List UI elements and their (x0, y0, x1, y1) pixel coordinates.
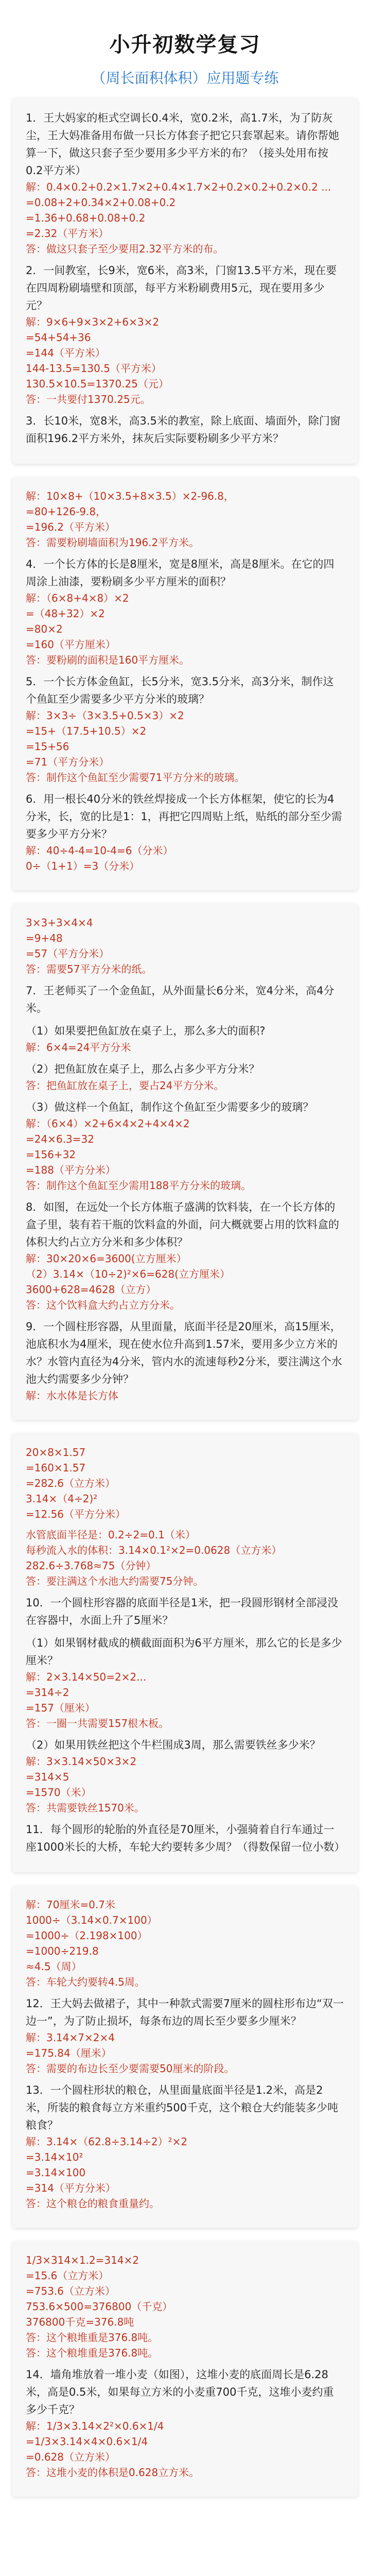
solution-line: =144（平方米） (26, 347, 105, 359)
solution-line: =（48+32）×2 (26, 607, 105, 620)
solution-line: =3.14×10² (26, 2151, 83, 2163)
solution-line: =0.08+2+0.34×2+0.08+0.2 (26, 196, 176, 209)
problem-item (26, 1821, 344, 1856)
solution-line: 282.6÷3.768≈75（分钟） (26, 1560, 156, 1572)
solution-line: 3×3+3×4×4 (26, 917, 93, 929)
solution-line: =80+126-9.8， (26, 505, 107, 518)
solution-line: =0.628（立方米） (26, 2451, 116, 2463)
solution-line: 答：一共要付1370.25元。 (26, 393, 151, 405)
solution-line: =160（平方厘米） (26, 638, 116, 651)
solution-line: 答：制作这个鱼缸至少需要71平方分米的玻璃。 (26, 771, 245, 784)
solution-line: 答：需要的布边长至少要需要50厘米的阶段。 (26, 2062, 235, 2075)
problem-item (26, 1318, 344, 1403)
problem-item (26, 673, 344, 785)
question-text: 2．一间教室，长9米，宽6米，高3米，门窗13.5平方米，现在要在四周粉刷墙壁和顶部，每平方米粉刷费用5元，现在要用多少元？ (26, 264, 337, 312)
question-text: 5．一个长方体金鱼缸，长5分米，宽3.5分米，高3分米，制作这个鱼缸至少需要多少平方分米的玻璃？ (26, 675, 334, 705)
question-text: 3．长10米，宽8米，高3.5米的教室，除上底面、墙面外，除门窗面积196.2平方米外，抹灰后实际要粉刷多少平方米？ (26, 415, 341, 445)
solution-line: 答：共需要铁丝1570米。 (26, 1802, 145, 1814)
problem-item (26, 2081, 344, 2211)
solution-line: 解：70厘米=0.7米 (26, 1899, 116, 1911)
solution-line: =156+32 (26, 1148, 76, 1161)
problem-item (26, 1098, 344, 1193)
solution-line: =2.32（平方米） (26, 227, 109, 240)
solution-line: 解：3.14×7×2×4 (26, 2031, 115, 2044)
solution-line: =160×1.57 (26, 1462, 86, 1474)
solution-line: 答：需要粉刷墙面积为196.2平方米。 (26, 536, 200, 549)
solution-line: =57（平方分米） (26, 947, 110, 960)
problem-card (12, 904, 358, 1420)
solution-line: 答：做这只套子至少要用2.32平方米的布。 (26, 243, 224, 255)
question-text: 9．一个圆柱形容器，从里面量，底面半径是20厘米，高15厘米，池底积水为4厘米，现在使水位升高到1.57米，要用多少立方米的水？水管内直径为4分米，管内水的流速每秒2分米，要注满这个水池大约需要多少分钟？ (26, 1320, 342, 1385)
question-text: （2）把鱼缸放在桌子上，那么占多少平方分米？ (26, 1063, 260, 1075)
header (0, 0, 370, 98)
page-subtitle: （周长面积体积）应用题专练 (91, 70, 279, 87)
solution-line: 144-13.5=130.5（平方米） (26, 362, 162, 375)
problem-item (26, 1736, 344, 1816)
solution-line: =188（平方分米） (26, 1164, 116, 1176)
solution-line: =1/3×3.14×4×0.6×1/4 (26, 2435, 148, 2448)
solution-line: 解：30×20×6=3600(立方厘米） (26, 1252, 187, 1265)
solution-line: =314×5 (26, 1771, 69, 1783)
question-text: （1）如果要把鱼缸放在桌子上，那么多大的面积? (26, 1025, 266, 1037)
solution-line: 解：6×4=24平方分米 (26, 1041, 131, 1054)
problem-item (26, 1897, 344, 1990)
problem-item (26, 555, 344, 668)
solution-line: 376800千克=376.8吨 (26, 2316, 134, 2328)
problem-item (26, 109, 344, 257)
question-text: （1）如果钢材截成的横截面面积为6平方厘米，那么它的长是多少厘米？ (26, 1637, 342, 1667)
solution-line: 水管底面半径是：0.2÷2=0.1（米） (26, 1529, 196, 1541)
solution-line: ≈4.5（周） (26, 1960, 82, 1973)
solution-line: 解：40÷4-4=10-4=6（分米） (26, 844, 173, 857)
solution-line: =1570（米） (26, 1786, 92, 1799)
problem-item (26, 1995, 344, 2076)
problem-item (26, 915, 344, 977)
solution-line: 解：水水体是长方体 (26, 1389, 118, 1402)
solution-line: =12.56（平方分米） (26, 1508, 126, 1520)
card-list (0, 98, 370, 2497)
solution-line: 解：3.14×（62.8÷3.14÷2）²×2 (26, 2136, 188, 2148)
question-text: 12．王大妈去做裙子，其中一种款式需要7厘米的圆柱形布边“双一边一”，为了防止损坏，每条布边的周长至少要多少厘米？ (26, 1997, 344, 2027)
solution-line: 130.5×10.5=1370.25（元） (26, 378, 169, 390)
problem-card (12, 1886, 358, 2228)
solution-line: =196.2（平方米） (26, 521, 116, 533)
question-text: 4．一个长方体的长是8厘米，宽是8厘米，高是8厘米。在它的四周涂上油漆，要粉刷多少平方厘米的面积？ (26, 558, 334, 588)
question-text: 13．一个圆柱形状的粮仓，从里面量底面半径是1.2米，高是2米，所装的粮食每立方米重约500千克，这个粮仓大约能装多少吨粮食？ (26, 2084, 339, 2131)
question-text: （3）做这样一个鱼缸，制作这个鱼缸至少需要多少的玻璃？ (26, 1101, 314, 1113)
solution-line: 答：车轮大约要转4.5周。 (26, 1976, 145, 1988)
problem-item (26, 1198, 344, 1313)
solution-line: =80×2 (26, 623, 63, 635)
solution-line: =3.14×100 (26, 2166, 86, 2179)
question-text: 1．王大妈家的柜式空调长0.4米，宽0.2米，高1.7米，为了防灰尘，王大妈准备用布做一只长方体套子把它只套罩起来。请你帮她算一下，做这只套子至少要用多少平方米的布？（接头处用布按0.2平方米） (26, 112, 339, 177)
solution-line: =15.6（立方米） (26, 2269, 109, 2282)
solution-line: =157（厘米） (26, 1702, 95, 1714)
solution-line: 解：（6×8+4×8）×2 (26, 592, 129, 604)
solution-line: 解：2×3.14×50=2×2... (26, 1671, 147, 1683)
problem-item (26, 982, 344, 1017)
solution-line: 答：这个饮料盒大约占立方分米。 (26, 1299, 180, 1311)
solution-line: 解：9×6+9×3×2+6×3×2 (26, 316, 160, 328)
problem-card (12, 2241, 358, 2497)
problem-item (26, 790, 344, 874)
solution-line: 1/3×314×1.2=314×2 (26, 2254, 139, 2266)
solution-line: =1.36+0.68+0.08+0.2 (26, 212, 146, 224)
solution-line: 解：（6×4）×2+6×4×2+4×4×2 (26, 1117, 190, 1130)
solution-line: =15+（17.5+10.5）×2 (26, 725, 147, 737)
question-text: 8．如图，在远处一个长方体瓶子盛满的饮料装，在一个长方体的盒子里，装有若干瓶的饮料盒的外面，问大概就要占用的饮料盒的体积大约占立方分米和多少体积？ (26, 1201, 339, 1248)
problem-item (26, 1594, 344, 1629)
question-text: 7．王老师买了一个金鱼缸，从外面量长6分米，宽4分米，高4分米。 (26, 985, 334, 1014)
solution-line: 答：要粉刷的面积是160平方厘米。 (26, 654, 190, 666)
problem-card (12, 98, 358, 464)
solution-line: 答：需要57平方分米的纸。 (26, 963, 152, 975)
solution-line: 1000÷（3.14×0.7×100） (26, 1914, 157, 1926)
solution-line: 0÷（1+1）=3（分米） (26, 860, 140, 872)
problem-item (26, 2366, 344, 2480)
solution-line: =1000÷（2.198×100） (26, 1929, 148, 1942)
solution-line: =71（平方分米） (26, 756, 110, 768)
question-text: 6．用一根长40分米的铁丝焊接成一个长方体框架，使它的长为4分米，长，宽的比是1：1，再把它四周贴上纸，贴纸的部分至少需要多少平方分米？ (26, 793, 342, 840)
solution-line: 答：要注满这个水池大约需要75分钟。 (26, 1575, 204, 1587)
solution-line: 解：3×3÷（3×3.5+0.5×3）×2 (26, 709, 184, 722)
question-text: （2）如果用铁丝把这个牛栏围成3周，那么需要铁丝多少米？ (26, 1739, 321, 1751)
problem-card (12, 477, 358, 890)
question-text: 11．每个圆形的轮胎的外直径是70厘米，小强骑着自行车通过一座1000米长的大桥，车轮大约要转多少周？（得数保留一位小数） (26, 1823, 345, 1853)
solution-line: =15+56 (26, 740, 69, 753)
solution-line: =175.84（厘米） (26, 2047, 112, 2059)
problem-item (26, 2252, 344, 2361)
solution-line: 答：这堆小麦的体积是0.628立方米。 (26, 2466, 200, 2479)
solution-line: =54+54+36 (26, 331, 91, 344)
problem-item (26, 1445, 344, 1522)
solution-line: 答：把鱼缸放在桌子上，要占24平方分米。 (26, 1079, 224, 1092)
solution-line: =282.6（立方米） (26, 1477, 116, 1489)
solution-line: =24×6.3=32 (26, 1133, 94, 1145)
solution-line: 解：3×3.14×50×3×2 (26, 1755, 137, 1768)
solution-line: 解：0.4×0.2+0.2×1.7×2+0.4×1.7×2+0.2×0.2+0.2×0.2 ... (26, 181, 331, 193)
solution-line: 3.14×（4÷2)² (26, 1493, 98, 1505)
question-text: 14．墙角堆放着一堆小麦（如图），这堆小麦的底面周长是6.28米，高是0.5米，如果每立方米的小麦重700千克，这堆小麦约重多少千克？ (26, 2368, 334, 2416)
solution-line: =314（平方分米） (26, 2182, 116, 2194)
solution-line: 753.6×500=376800（千克） (26, 2300, 173, 2313)
problem-item (26, 1527, 344, 1589)
problem-item (26, 1060, 344, 1093)
problem-card (12, 1433, 358, 1872)
question-text: 10．一个圆柱形容器的底面半径是1米，把一段圆形钢材全部浸没在容器中，水面上升了5厘米？ (26, 1597, 339, 1626)
page-title: 小升初数学复习 (109, 33, 261, 57)
problem-item (26, 1022, 344, 1055)
solution-line: =9+48 (26, 932, 63, 944)
solution-line: 解：1/3×3.14×2²×0.6×1/4 (26, 2420, 164, 2432)
solution-line: 20×8×1.57 (26, 1446, 86, 1459)
solution-line: =753.6（立方米） (26, 2285, 116, 2297)
problem-item (26, 412, 344, 447)
solution-line: =314÷2 (26, 1686, 69, 1699)
solution-line: 解：10×8+（10×3.5+8×3.5）×2-96.8， (26, 490, 234, 502)
problem-item (26, 1634, 344, 1731)
solution-line: 答：制作这个鱼缸至少需用188平方分米的玻璃。 (26, 1179, 252, 1192)
problem-item (26, 488, 344, 550)
solution-line: 答：这个粮堆重是376.8吨。 (26, 2347, 158, 2359)
solution-line: （2）3.14×（10÷2)²×6=628(立方厘米） (26, 1268, 230, 1280)
solution-line: 答：一圈一共需要157根木板。 (26, 1717, 169, 1730)
solution-line: 答：这个粮仓的粮食重量约。 (26, 2197, 160, 2210)
solution-line: =1000÷219.8 (26, 1945, 99, 1957)
solution-line: 答：这个粮堆重是376.8吨。 (26, 2331, 158, 2344)
solution-line: 每秒流入水的体积：3.14×0.1²×2=0.0628（立方米） (26, 1544, 282, 1556)
solution-line: 3600+628=4628（立方） (26, 1283, 156, 1296)
problem-item (26, 262, 344, 407)
